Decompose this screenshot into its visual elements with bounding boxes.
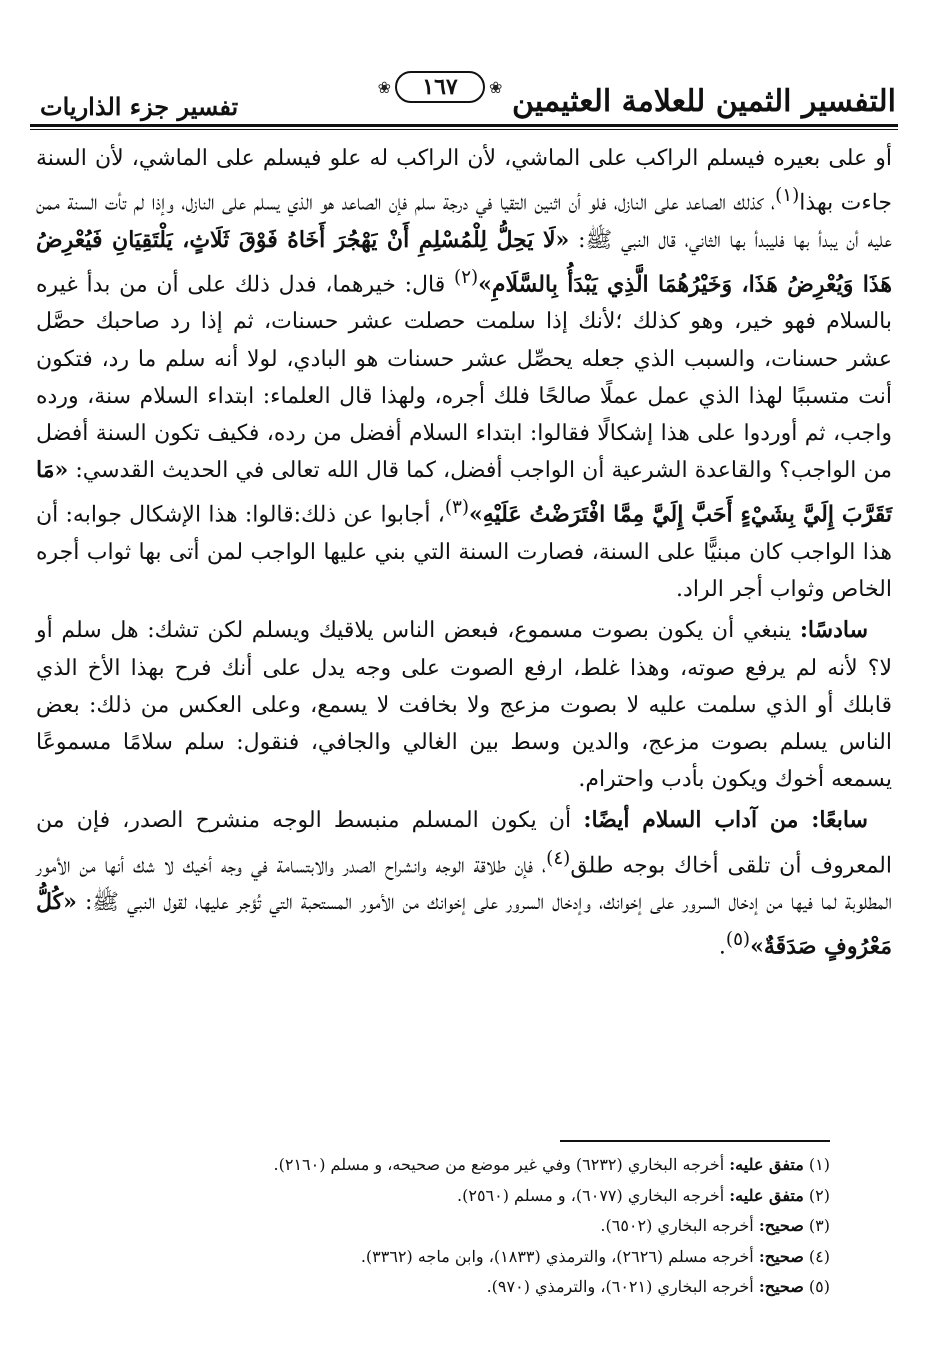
footnote-number: (١) [808,1155,830,1174]
footnote-ref-3: (٣) [444,497,469,519]
ornament-right-icon: ❀ [377,77,391,97]
paragraph-text: ، فإن طلاقة الوجه وانشراح الصدر والابتسامة في وجه أخيك لا شك أنها من الأمور المطلوبة لما فيها من إدخال السرور على إخوانك، وإدخال السرور على إخوانك من الأمور المستحبة التي تُؤجر عليها، لقول النبي ﷺ: [36,852,892,916]
paragraph-text: أو على بعيره فيسلم الراكب على الماشي، لأن الراكب له علو فيسلم على الماشي، لأن السنة جاءت بهذا [36,146,893,216]
footnote-text: أخرجه البخاري (٦٠٧٧)، و مسلم (٢٥٦٠). [457,1185,730,1205]
point-heading: سادسًا: [799,617,869,644]
footnote-divider [560,1140,830,1142]
footnote-number: (٢) [808,1185,830,1205]
footnote-text: أخرجه البخاري (٦٥٠٢). [600,1216,759,1236]
book-title: التفسير الثمين للعلامة العثيمين [511,84,896,119]
footnote-text: أخرجه مسلم (٢٦٢٦)، والترمذي (١٨٣٣)، وابن ماجه (٣٣٦٢). [360,1246,759,1266]
paragraph-3 [36,802,892,965]
footnotes [70,1150,830,1303]
footnote-ref-2: (٢) [454,266,479,288]
paragraph-text: ، كذلك الصاعد على النازل، فلو أن اثنين التقيا في درجة سلم فإن الصاعد هو الذي يسلم على النازل، وإذا لم تأت السنة ممن عليه أن يبدأ بها فليبدأ بها الثاني، قال النبي ﷺ: [36,190,892,253]
paragraph-text: قال: خيرهما، فدل ذلك على أن من بدأ غيره بالسلام فهو خير، وهو كذلك ؛لأنك إذا سلمت حصلت عشر حسنات، ثم إذا رد صاحبك حصَّل عشر حسنات، والسبب الذي جعله يحصِّل عشر حسنات هو البادي، لولا أنه سلم ما رد، فتكون أنت متسببًا لهذا الذي عمل عملًا صالحًا فلك أجره، ولهذا قال العلماء: ابتداء السلام سنة، ورده واجب، ثم أوردوا على هذا إشكالًا فقالوا: ابتداء السلام أفضل من رده، فكيف تكون السنة أفضل من الواجب؟ والقاعدة الشرعية أن الواجب أفضل، كما قال الله تعالى في الحديث القدسي: [36,272,892,484]
footnote-4 [70,1242,830,1273]
ornament-left-icon: ❀ [489,77,503,97]
footnote-2 [70,1181,830,1212]
header-divider-thin [30,129,898,130]
paragraph-text: ، أجابوا عن ذلك:قالوا: هذا الإشكال جوابه: أن هذا الواجب كان مبنيًّا على السنة، فصارت السنة التي بني عليها الواجب لمن أتى بها ثواب أجره الخاص وثواب أجر الراد. [36,502,892,603]
point-heading: سابعًا: من آداب السلام أيضًا: [583,807,868,834]
paragraph-text: ينبغي أن يكون بصوت مسموع، فبعض الناس يلاقيك ويسلم لكن تشك: هل سلم أو لا؟ لأنه لم يرفع صوته، وهذا غلط، ارفع الصوت على وجه يدل على أنك فرح بهذا الأخ الذي قابلك أو الذي سلمت عليه لا بصوت مزعج ولا بخافت لا يسمع، وعلى العكس من ذلك: بعض الناس يسلم بصوت مزعج، والدين وسط بين الغالي والجافي، فنقول: سلم سلامًا مسموعًا يسمعه أخوك ويكون بأدب واحترام. [36,618,892,793]
footnote-grade: صحيح: [758,1277,804,1297]
footnote-ref-1: (١) [775,185,800,207]
section-title: تفسير جزء الذاريات [40,92,239,122]
hadith-quote: «لَا يَحِلُّ لِلْمُسْلِمِ أَنْ يَهْجُرَ أَخَاهُ فَوْقَ ثَلَاثٍ، يَلْتَقِيَانِ فَيُعْرِضُ هَذَا وَيُعْرِضُ هَذَا، وَخَيْرُهُمَا الَّذِي يَبْدَأُ بِالسَّلَامِ» [36,226,892,298]
footnote-grade: متفق عليه: [729,1185,804,1205]
paragraph-text: . [718,934,726,960]
page-number: ١٦٧ [395,71,485,103]
paragraph-text: أن يكون المسلم منبسط الوجه منشرح الصدر، فإن من المعروف أن تلقى أخاك بوجه طلق [36,808,892,878]
footnote-ref-5: (٥) [725,929,751,951]
main-text [36,140,892,966]
footnote-3 [70,1211,830,1242]
footnote-number: (٥) [808,1277,830,1297]
paragraph-1 [36,140,892,608]
page-number-frame [370,70,510,104]
footnote-grade: متفق عليه: [729,1155,804,1174]
hadith-quote: «كُلُّ مَعْرُوفٍ صَدَقَةٌ» [36,889,892,960]
footnote-ref-4: (٤) [546,847,571,869]
hadith-quote: «مَا تَقَرَّبَ إِلَيَّ بِشَيْءٍ أَحَبَّ إِلَيَّ مِمَّا افْتَرَضْتُ عَلَيْهِ» [36,457,892,528]
footnote-number: (٣) [808,1216,830,1236]
footnote-5 [70,1272,830,1303]
footnote-number: (٤) [808,1246,830,1266]
paragraph-2 [36,612,892,798]
footnote-grade: صحيح: [758,1216,804,1236]
header-divider [30,124,898,127]
footnote-text: أخرجه البخاري (٦٠٢١)، والترمذي (٩٧٠). [486,1277,759,1297]
footnote-grade: صحيح: [758,1246,804,1266]
footnote-text: أخرجه البخاري (٦٢٣٢) وفي غير موضع من صحيحه، و مسلم (٢١٦٠). [273,1155,730,1174]
footnote-1 [70,1150,830,1181]
